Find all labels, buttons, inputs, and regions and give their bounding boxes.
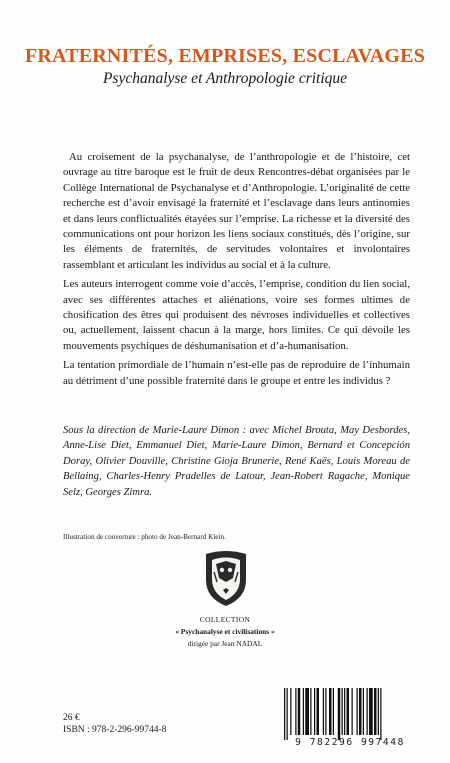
- barcode-bar: [298, 688, 301, 735]
- barcode-bar: [352, 688, 353, 735]
- barcode-bar: [305, 688, 309, 735]
- description-paragraph-2: Les auteurs interrogent comme voie d’accès, l’emprise, condition du lien social, avec ses différentes attaches et aliénations, voire ses formes ultimes de chosification des êtres qui produisent des névroses individuelles et collectives ou, actuellement, laissent chacun à la marge, hors limites. Ce qui dévoile les mouvements psychiques de déshumanisation et d’a-humanisation.: [63, 278, 410, 352]
- barcode-bar: [363, 688, 364, 735]
- description-paragraph-1: Au croisement de la psychanalyse, de l’anthropologie et de l’histoire, cet ouvrage au titre baroque est le fruit de deux Rencontres-débat organisées par le Collège International de Psychanalyse et d’Anthropologie. L’originalité de cette recherche est d’avoir envisagé la fraternité et l’esclavage dans leurs antinomies et dans leurs conflictualités étayées sur l’emprise. La richesse et la diversité des communications ont pour horizon les liens sociaux constitués, dès l’origine, sur les éléments de fraternités, de servitudes volontaires et involontaires rassemblant et articulant les individus au social et à la culture.: [63, 151, 410, 271]
- barcode-bar: [367, 688, 368, 735]
- barcode-icon: [280, 688, 420, 740]
- barcode-bar: [357, 688, 358, 735]
- book-title: FRATERNITÉS, EMPRISES, ESCLAVAGES: [24, 45, 426, 67]
- barcode-bar: [344, 688, 345, 735]
- barcode-bar: [325, 688, 326, 735]
- barcode-bar: [323, 688, 324, 735]
- barcode-bar: [310, 688, 311, 735]
- contributors-list: Sous la direction de Marie-Laure Dimon : avec Michel Brouta, May Desbordes, Anne-Lise Diet, Emmanuel Diet, Marie-Laure Dimon, Bernard et Concepción Doray, Olivier Douville, Christine Gioja Brunerie, René Kaës, Louis Moreau de Bellaing, Charles-Henry Pradelles de Latour, Jean-Robert Ragache, Monique Selz, Georges Zimra.: [63, 425, 410, 498]
- barcode-bar: [333, 688, 334, 735]
- barcode-bar: [342, 688, 343, 735]
- collection-label: COLLECTION: [199, 615, 251, 624]
- collection-director: dirigée par Jean NADAL: [187, 639, 263, 648]
- barcode-bar: [314, 688, 315, 735]
- barcode-bar: [303, 688, 304, 735]
- barcode-bar: [287, 688, 288, 740]
- isbn: ISBN : 978-2-296-99744-8: [63, 725, 167, 735]
- barcode-bar: [359, 688, 362, 735]
- collection-info: [0, 614, 450, 650]
- barcode-bar: [378, 688, 379, 735]
- back-cover-description: [63, 150, 410, 393]
- barcode-bar: [290, 688, 291, 735]
- barcode-bar: [374, 688, 377, 735]
- collection-emblem-icon: [202, 548, 250, 608]
- description-paragraph-3: La tentation primordiale de l’humain n’est-elle pas de reproduire de l’inhumain au détriment d’une possible fraternité dans le groupe et entre les individus ?: [63, 359, 410, 387]
- illustration-credit: Illustration de couverture : photo de Jean-Bernard Klein.: [63, 533, 226, 541]
- book-subtitle: Psychanalyse et Anthropologie critique: [102, 70, 348, 87]
- barcode-bar: [347, 688, 350, 735]
- barcode-bar: [295, 688, 296, 735]
- collection-name: « Psychanalyse et civilisations »: [175, 627, 275, 636]
- barcode-bar: [329, 688, 332, 735]
- price-block: [63, 712, 166, 736]
- barcode-bar: [317, 688, 320, 735]
- barcode-bar: [338, 688, 341, 740]
- price: 26 €: [63, 713, 80, 723]
- barcode-bar: [380, 688, 381, 740]
- barcode-digits: 9 782296 997448: [295, 737, 405, 748]
- barcode-bar: [369, 688, 373, 735]
- barcode-bar: [284, 688, 285, 740]
